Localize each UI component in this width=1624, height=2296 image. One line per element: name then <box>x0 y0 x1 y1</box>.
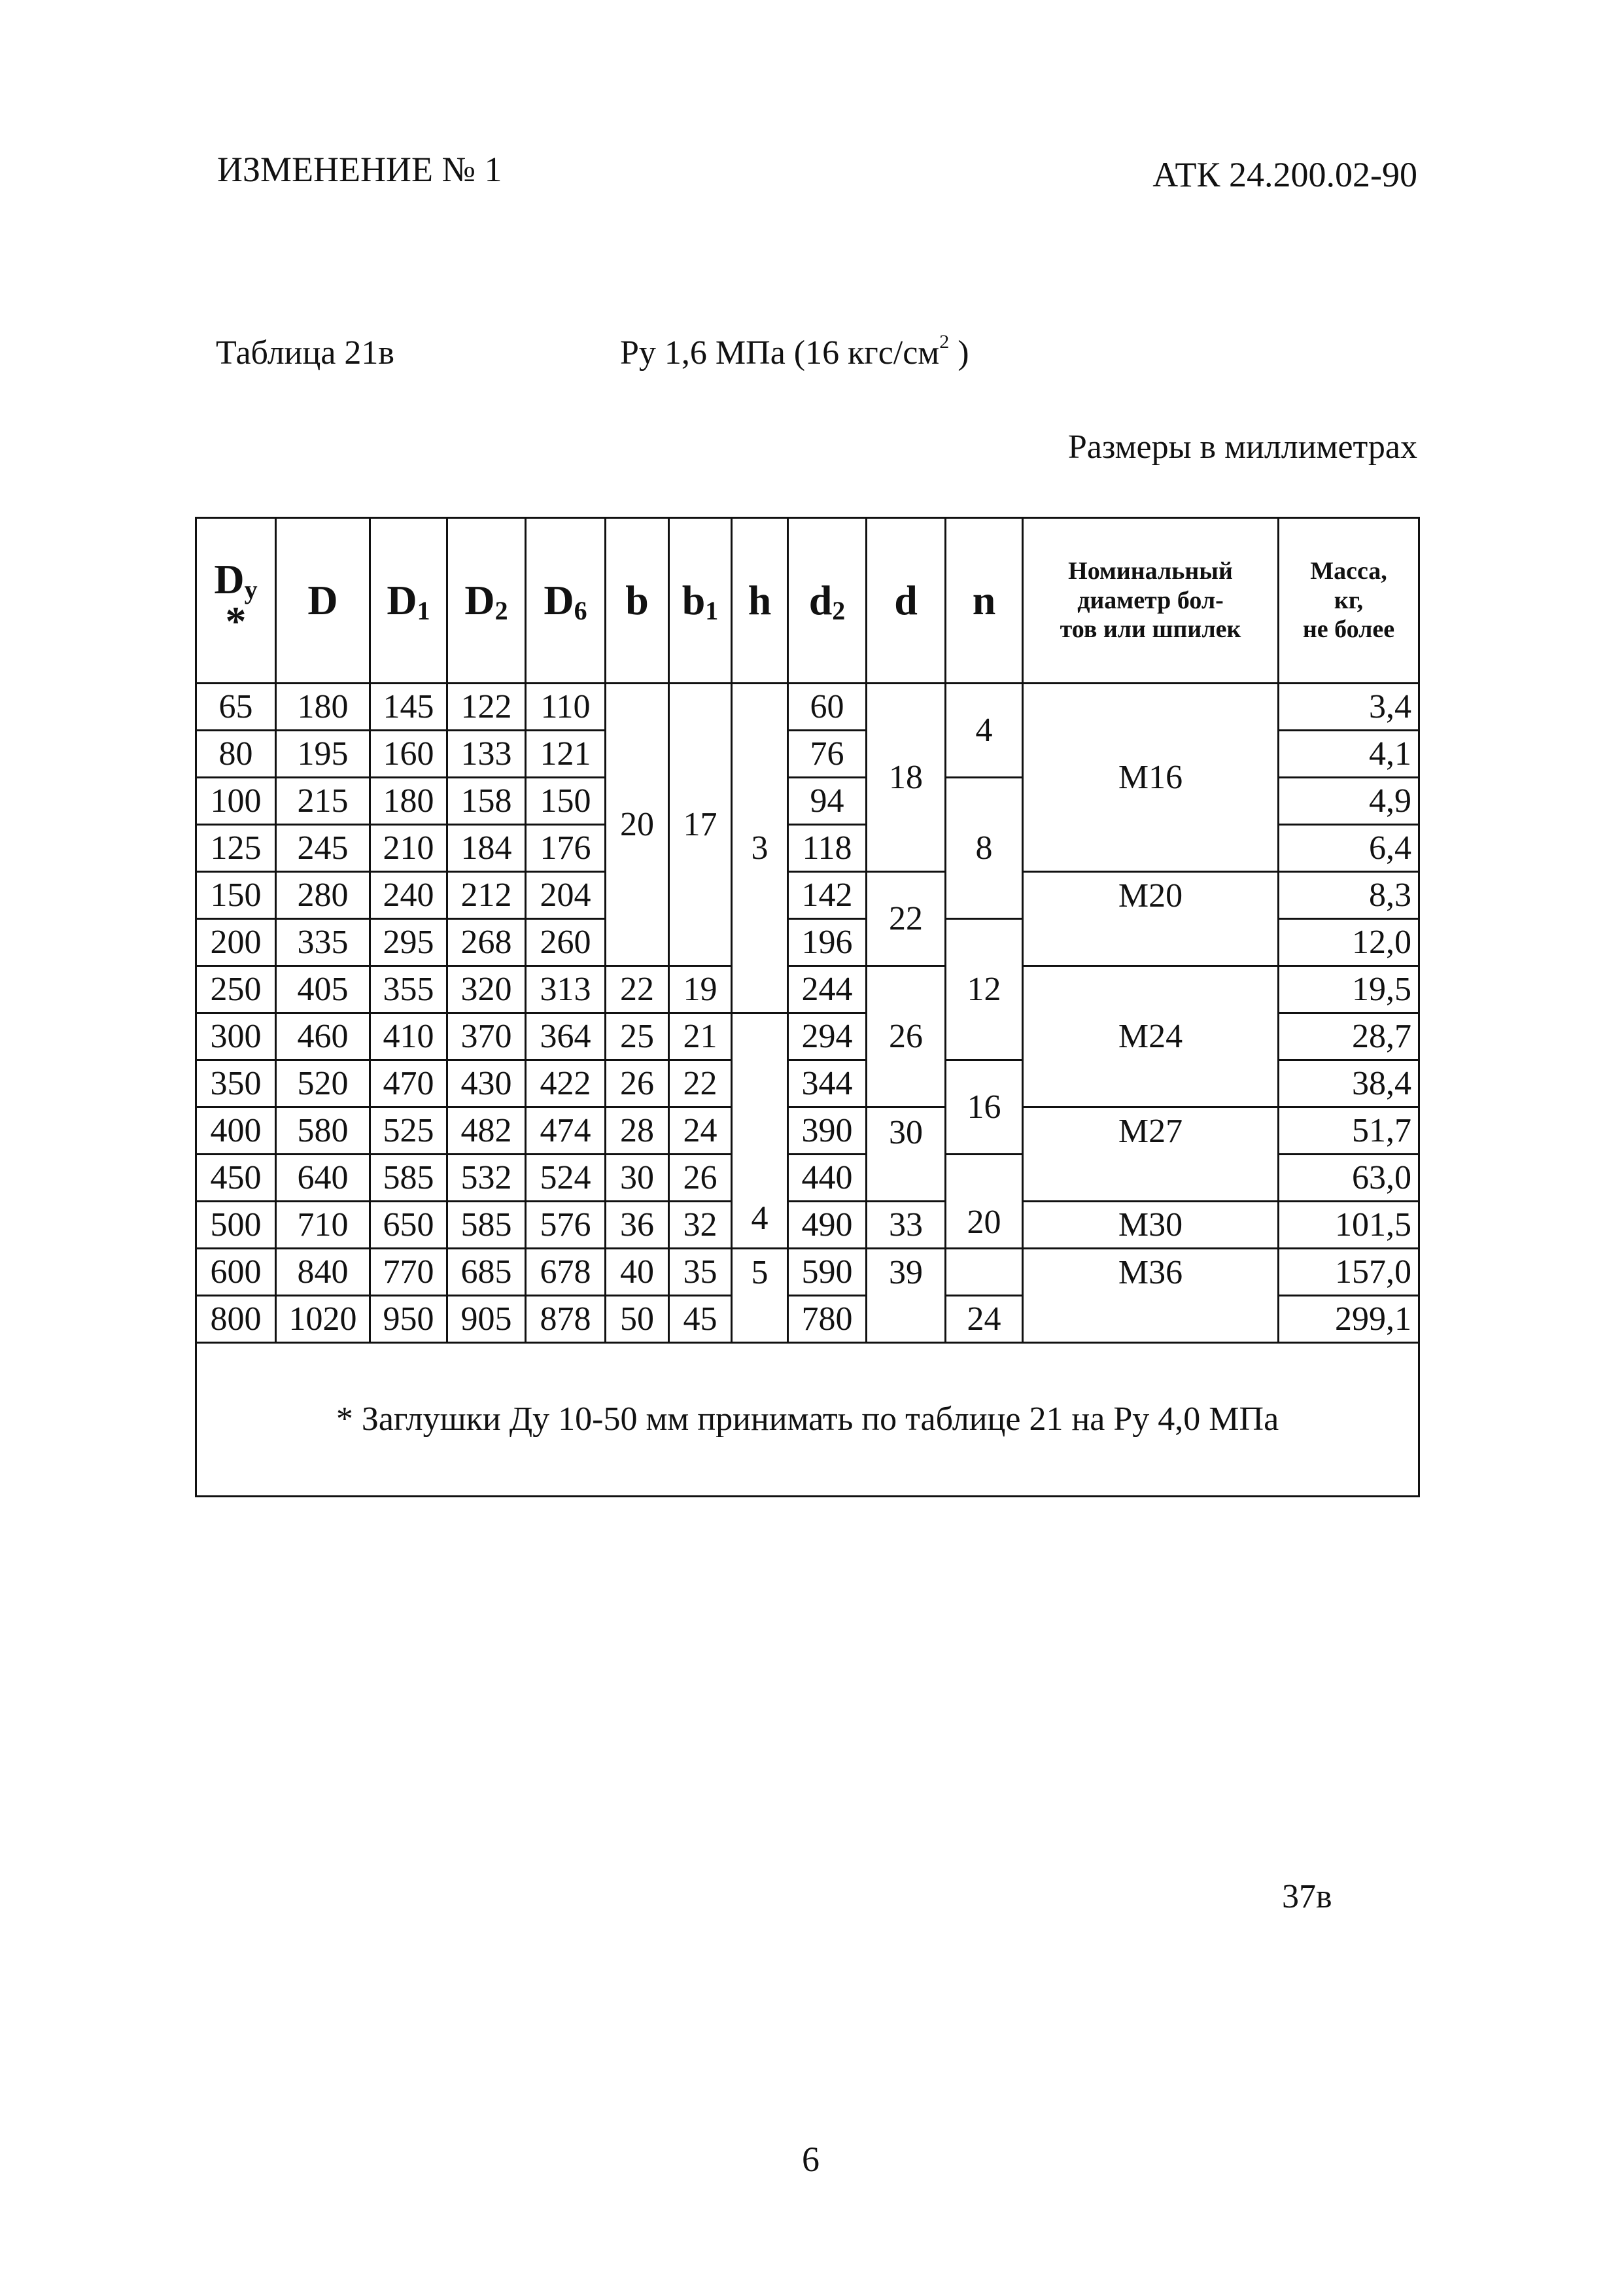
col-d: d <box>867 518 946 684</box>
col-b: b <box>606 518 669 684</box>
cell-D1: 160 <box>370 731 447 778</box>
cell-b: 30 <box>606 1155 669 1202</box>
cell-D6: 878 <box>526 1296 606 1343</box>
cell-D: 215 <box>276 778 370 825</box>
cell-D: 640 <box>276 1155 370 1202</box>
col-mass-line1: Масса, <box>1310 557 1387 585</box>
col-bolt-line2: диаметр бол- <box>1077 586 1224 614</box>
cell-D2: 430 <box>447 1060 526 1107</box>
cell-D2: 482 <box>447 1107 526 1155</box>
pressure-label <box>620 331 969 372</box>
cell-d2: 780 <box>788 1296 867 1343</box>
table-row <box>196 872 1419 919</box>
table-note: * Заглушки Ду 10-50 мм принимать по таблице 21 на Ру 4,0 МПа <box>196 1343 1419 1497</box>
cell-D6: 524 <box>526 1155 606 1202</box>
cell-d2: 244 <box>788 966 867 1013</box>
col-mass <box>1279 518 1419 684</box>
cell-dy: 800 <box>196 1296 276 1343</box>
cell-D6: 110 <box>526 684 606 731</box>
page-code: 37в <box>1282 1878 1332 1915</box>
cell-bolt-m24: М24 <box>1023 966 1279 1107</box>
cell-D2: 532 <box>447 1155 526 1202</box>
cell-b: 50 <box>606 1296 669 1343</box>
col-b1-sub: 1 <box>705 596 719 625</box>
cell-D: 520 <box>276 1060 370 1107</box>
cell-D: 1020 <box>276 1296 370 1343</box>
cell-D2: 685 <box>447 1249 526 1296</box>
cell-D: 710 <box>276 1202 370 1249</box>
cell-dy: 450 <box>196 1155 276 1202</box>
cell-n-12: 12 <box>946 919 1023 1060</box>
table-row <box>196 684 1419 731</box>
cell-n-16: 16 <box>946 1060 1023 1155</box>
col-D: D <box>276 518 370 684</box>
table-row <box>196 1107 1419 1155</box>
col-bolt-line3: тов или шпилек <box>1060 616 1241 644</box>
col-D1 <box>370 518 447 684</box>
cell-D6: 150 <box>526 778 606 825</box>
cell-d2: 60 <box>788 684 867 731</box>
col-d2 <box>788 518 867 684</box>
cell-D1: 410 <box>370 1013 447 1060</box>
cell-b1-group: 17 <box>669 684 732 966</box>
cell-d2: 294 <box>788 1013 867 1060</box>
cell-d2: 490 <box>788 1202 867 1249</box>
cell-D1: 770 <box>370 1249 447 1296</box>
cell-dy: 500 <box>196 1202 276 1249</box>
cell-d2: 76 <box>788 731 867 778</box>
cell-mass: 38,4 <box>1279 1060 1419 1107</box>
cell-D1: 180 <box>370 778 447 825</box>
cell-D1: 650 <box>370 1202 447 1249</box>
col-d2-sub: 2 <box>832 596 846 625</box>
cell-dy: 300 <box>196 1013 276 1060</box>
cell-D6: 576 <box>526 1202 606 1249</box>
cell-b1: 22 <box>669 1060 732 1107</box>
cell-b1: 32 <box>669 1202 732 1249</box>
cell-D: 335 <box>276 919 370 966</box>
cell-dy: 200 <box>196 919 276 966</box>
table-row <box>196 1249 1419 1296</box>
cell-D6: 204 <box>526 872 606 919</box>
cell-mass: 19,5 <box>1279 966 1419 1013</box>
pressure-sup: 2 <box>939 331 950 353</box>
cell-mass: 51,7 <box>1279 1107 1419 1155</box>
table-label: Таблица 21в <box>216 334 394 372</box>
cell-D: 245 <box>276 825 370 872</box>
cell-d-18: 18 <box>867 684 946 872</box>
table-header-row <box>196 518 1419 684</box>
cell-D6: 260 <box>526 919 606 966</box>
cell-D1: 950 <box>370 1296 447 1343</box>
page-number: 6 <box>802 2140 820 2179</box>
col-dy-mark: * <box>225 598 247 644</box>
cell-b1: 35 <box>669 1249 732 1296</box>
units-label: Размеры в миллиметрах <box>1067 428 1417 466</box>
cell-dy: 100 <box>196 778 276 825</box>
cell-D6: 678 <box>526 1249 606 1296</box>
cell-D: 280 <box>276 872 370 919</box>
cell-D2: 370 <box>447 1013 526 1060</box>
cell-D1: 295 <box>370 919 447 966</box>
cell-n-empty <box>946 1249 1023 1296</box>
cell-n-8: 8 <box>946 778 1023 919</box>
cell-dy: 125 <box>196 825 276 872</box>
cell-b1: 26 <box>669 1155 732 1202</box>
cell-D: 405 <box>276 966 370 1013</box>
cell-mass: 101,5 <box>1279 1202 1419 1249</box>
cell-D2: 212 <box>447 872 526 919</box>
cell-d-39: 39 <box>867 1249 946 1343</box>
cell-dy: 600 <box>196 1249 276 1296</box>
cell-b: 40 <box>606 1249 669 1296</box>
cell-D2: 905 <box>447 1296 526 1343</box>
col-dy-sub: у <box>244 575 258 604</box>
cell-d2: 590 <box>788 1249 867 1296</box>
cell-mass: 8,3 <box>1279 872 1419 919</box>
cell-D2: 320 <box>447 966 526 1013</box>
cell-n-20: 20 <box>946 1155 1023 1249</box>
cell-dy: 80 <box>196 731 276 778</box>
table-row <box>196 1202 1419 1249</box>
cell-b-group: 20 <box>606 684 669 966</box>
col-dy-letter: D <box>214 556 245 602</box>
note-row <box>196 1343 1419 1497</box>
col-D6-letter: D <box>544 577 574 623</box>
col-dy <box>196 518 276 684</box>
col-mass-line3: не более <box>1302 616 1395 644</box>
cell-D6: 313 <box>526 966 606 1013</box>
col-b1-letter: b <box>682 577 706 623</box>
col-d2-letter: d <box>808 577 833 623</box>
cell-D: 840 <box>276 1249 370 1296</box>
cell-bolt-m30: М30 <box>1023 1202 1279 1249</box>
cell-b: 26 <box>606 1060 669 1107</box>
cell-d2: 118 <box>788 825 867 872</box>
cell-h-3: 3 <box>732 684 788 1013</box>
cell-b: 28 <box>606 1107 669 1155</box>
col-D2 <box>447 518 526 684</box>
document-code: АТК 24.200.02-90 <box>1152 155 1417 194</box>
cell-bolt-m27: М27 <box>1023 1107 1279 1202</box>
col-mass-line2: кг, <box>1334 586 1364 614</box>
cell-D6: 364 <box>526 1013 606 1060</box>
col-D2-sub: 2 <box>494 596 508 625</box>
cell-D6: 474 <box>526 1107 606 1155</box>
cell-D1: 585 <box>370 1155 447 1202</box>
cell-D1: 240 <box>370 872 447 919</box>
cell-mass: 12,0 <box>1279 919 1419 966</box>
cell-D: 580 <box>276 1107 370 1155</box>
cell-d-33: 33 <box>867 1202 946 1249</box>
cell-D: 180 <box>276 684 370 731</box>
cell-dy: 400 <box>196 1107 276 1155</box>
cell-b1: 19 <box>669 966 732 1013</box>
col-bolt <box>1023 518 1279 684</box>
change-title: ИЗМЕНЕНИЕ № 1 <box>217 150 502 189</box>
cell-mass: 4,1 <box>1279 731 1419 778</box>
cell-D6: 176 <box>526 825 606 872</box>
cell-D2: 133 <box>447 731 526 778</box>
cell-D1: 470 <box>370 1060 447 1107</box>
cell-d2: 440 <box>788 1155 867 1202</box>
col-D6-sub: 6 <box>574 596 587 625</box>
cell-D6: 422 <box>526 1060 606 1107</box>
cell-D1: 145 <box>370 684 447 731</box>
col-D1-sub: 1 <box>417 596 430 625</box>
cell-b1: 24 <box>669 1107 732 1155</box>
cell-d-22: 22 <box>867 872 946 966</box>
cell-bolt-m36: М36 <box>1023 1249 1279 1343</box>
cell-d2: 142 <box>788 872 867 919</box>
col-bolt-line1: Номинальный <box>1068 557 1233 585</box>
cell-n-24: 24 <box>946 1296 1023 1343</box>
dimensions-table <box>195 517 1420 1497</box>
cell-b1: 21 <box>669 1013 732 1060</box>
cell-d-26: 26 <box>867 966 946 1107</box>
cell-D6: 121 <box>526 731 606 778</box>
cell-n-4: 4 <box>946 684 1023 778</box>
cell-mass: 3,4 <box>1279 684 1419 731</box>
table-row <box>196 966 1419 1013</box>
cell-dy: 65 <box>196 684 276 731</box>
cell-h-5: 5 <box>732 1249 788 1343</box>
cell-d2: 196 <box>788 919 867 966</box>
cell-mass: 4,9 <box>1279 778 1419 825</box>
cell-D1: 355 <box>370 966 447 1013</box>
col-b1 <box>669 518 732 684</box>
cell-mass: 6,4 <box>1279 825 1419 872</box>
cell-D2: 122 <box>447 684 526 731</box>
col-D6 <box>526 518 606 684</box>
cell-D: 195 <box>276 731 370 778</box>
cell-bolt-m20: М20 <box>1023 872 1279 966</box>
cell-d2: 390 <box>788 1107 867 1155</box>
cell-dy: 150 <box>196 872 276 919</box>
col-D2-letter: D <box>464 577 495 623</box>
cell-D2: 184 <box>447 825 526 872</box>
cell-mass: 157,0 <box>1279 1249 1419 1296</box>
pressure-main: Ру 1,6 МПа (16 кгс/см <box>620 334 940 372</box>
cell-bolt-m16: М16 <box>1023 684 1279 872</box>
col-n: n <box>946 518 1023 684</box>
cell-D1: 525 <box>370 1107 447 1155</box>
cell-d2: 94 <box>788 778 867 825</box>
cell-mass: 63,0 <box>1279 1155 1419 1202</box>
cell-dy: 350 <box>196 1060 276 1107</box>
cell-mass: 28,7 <box>1279 1013 1419 1060</box>
col-h: h <box>732 518 788 684</box>
cell-D: 460 <box>276 1013 370 1060</box>
cell-mass: 299,1 <box>1279 1296 1419 1343</box>
cell-b: 25 <box>606 1013 669 1060</box>
pressure-end: ) <box>949 334 969 372</box>
cell-D2: 268 <box>447 919 526 966</box>
cell-b: 36 <box>606 1202 669 1249</box>
cell-d2: 344 <box>788 1060 867 1107</box>
col-D1-letter: D <box>387 577 417 623</box>
cell-h-4: 4 <box>732 1013 788 1249</box>
cell-b1: 45 <box>669 1296 732 1343</box>
cell-dy: 250 <box>196 966 276 1013</box>
cell-d-30: 30 <box>867 1107 946 1202</box>
cell-b: 22 <box>606 966 669 1013</box>
cell-D1: 210 <box>370 825 447 872</box>
cell-D2: 585 <box>447 1202 526 1249</box>
cell-D2: 158 <box>447 778 526 825</box>
